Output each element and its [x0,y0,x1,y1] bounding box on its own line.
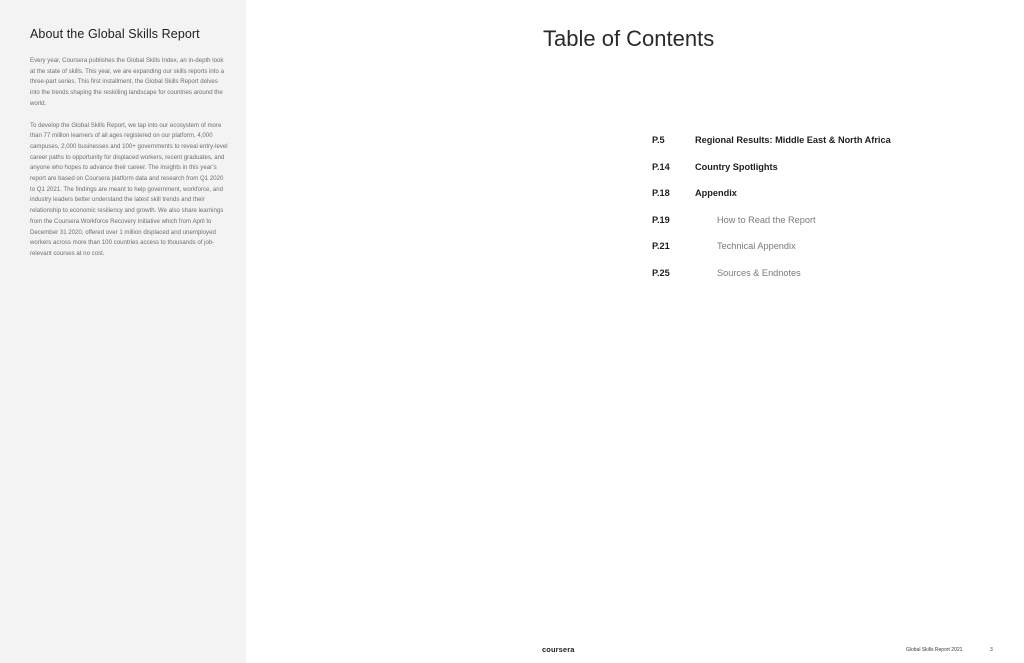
toc-title: Table of Contents [543,26,715,51]
toc-page-number: P.14 [652,161,670,172]
toc-label[interactable]: Sources & Endnotes [717,267,801,278]
toc-page-number: P.5 [652,135,665,145]
toc-page-number: P.25 [652,267,670,278]
toc-entry-appendix[interactable] [652,188,982,215]
toc-entry-regional-results[interactable] [652,135,982,162]
toc-entry-how-to-read[interactable] [652,215,982,242]
toc-label[interactable]: Country Spotlights [695,161,778,172]
coursera-logo: coursera [542,645,575,654]
toc-label[interactable]: How to Read the Report [717,214,816,225]
about-heading: About the Global Skills Report [30,27,200,41]
footer-report-title: Global Skills Report 2021 [906,647,963,653]
toc-entry-country-spotlights[interactable] [652,162,982,189]
toc-label[interactable]: Technical Appendix [717,241,796,251]
table-of-contents [652,135,982,294]
toc-page-number: P.18 [652,188,670,198]
page-number: 3 [990,647,993,653]
about-paragraph-1: Every year, Coursera publishes the Global Skills Index, an in-depth look at the state of skills. This year, we are expanding our skills reports into a three-part series. This first installment, the Global Skills Report delves into the trends shaping the reskilling landscape for countries around the world. [30,57,224,107]
toc-page-number: P.19 [652,214,670,225]
about-paragraph-2: To develop the Global Skills Report, we tap into our ecosystem of more than 77 million learners of all ages registered on our platform, 4,000 campuses, 2,000 businesses and 100+ governments to reveal entry-level career paths to opportunity for displaced workers, recent graduates, and anyone who hopes to advance their career. The insights in this year’s report are based on Coursera platform data and research from Q1 2020 to Q1 2021. The findings are meant to help government, workforce, and industry leaders better understand the latest skill trends and their relationship to economic resiliency and growth. We also share learnings from the Coursera Workforce Recovery Initiative which from April to December 31 2020, offered over 1 million displaced and unemployed workers across more than 100 countries access to thousands of job-relevant courses at no cost. [30,121,228,257]
about-sidebar [0,0,246,663]
toc-label[interactable]: Regional Results: Middle East & North Africa [695,135,891,145]
toc-entry-technical-appendix[interactable] [652,241,982,268]
toc-entry-sources-endnotes[interactable] [652,268,982,295]
toc-page-number: P.21 [652,241,670,251]
toc-label[interactable]: Appendix [695,188,737,198]
